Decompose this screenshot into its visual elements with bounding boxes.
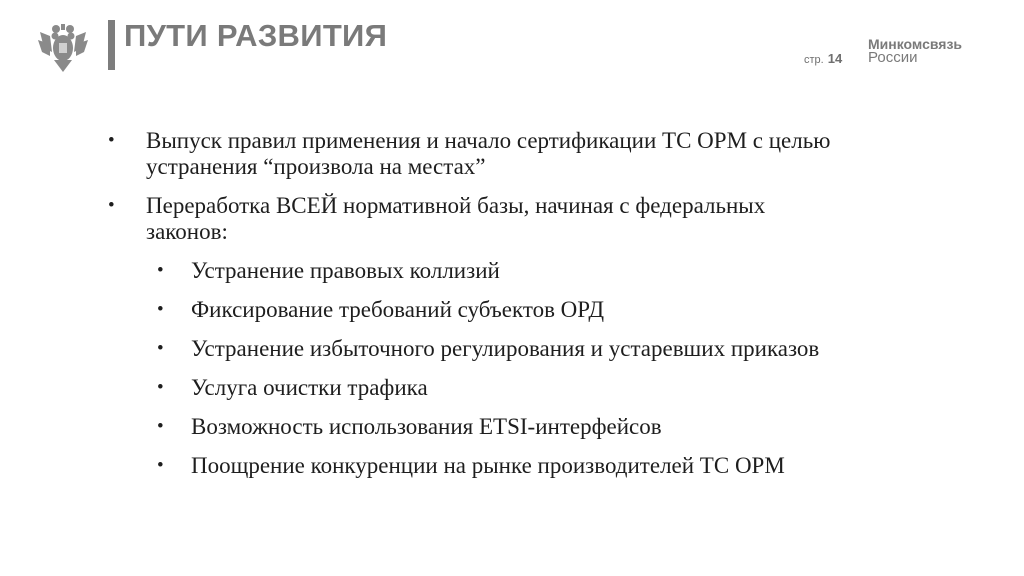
page-number <box>804 50 842 68</box>
sub-bullet-item <box>108 453 988 479</box>
title-accent-bar <box>108 20 115 70</box>
sub-bullet-item <box>108 297 988 323</box>
sub-bullet-text: Устранение избыточного регулирования и устаревших приказов <box>191 336 820 361</box>
sub-bullet-text: Возможность использования ETSI-интерфейсов <box>191 414 662 439</box>
sub-bullet-text: Поощрение конкуренции на рынке производителей ТС ОРМ <box>191 453 785 478</box>
slide-content <box>108 128 988 492</box>
sub-bullet-text: Устранение правовых коллизий <box>191 258 500 283</box>
sub-bullet-item <box>108 414 988 440</box>
bullet-item <box>108 128 988 180</box>
slide-title: ПУТИ РАЗВИТИЯ <box>124 18 388 53</box>
sub-bullet-text: Услуга очистки трафика <box>191 375 428 400</box>
bullet-dot-icon: • <box>108 195 115 216</box>
bullet-dot-icon: • <box>108 130 115 151</box>
ministry-logo-line2: России <box>868 49 918 66</box>
bullet-item <box>108 193 988 245</box>
sub-bullet-item <box>108 336 988 362</box>
sub-bullet-item <box>108 258 988 284</box>
ministry-logo-line1: Минкомсвязь <box>868 36 963 52</box>
bullet-dot-icon: • <box>157 377 164 398</box>
bullet-dot-icon: • <box>157 416 164 437</box>
page-number-value: 14 <box>827 51 843 66</box>
bullet-text-line: Выпуск правил применения и начало сертификации ТС ОРМ с целью <box>146 128 831 153</box>
page-prefix: стр. <box>804 54 824 66</box>
sub-bullet-item <box>108 375 988 401</box>
russian-eagle-emblem-icon <box>36 22 90 74</box>
bullet-dot-icon: • <box>157 338 164 359</box>
bullet-text-line: устранения “произвола на местах” <box>146 154 486 179</box>
bullet-text-line: законов: <box>146 219 228 244</box>
bullet-dot-icon: • <box>157 299 164 320</box>
bullet-dot-icon: • <box>157 260 164 281</box>
ministry-logo <box>868 37 962 65</box>
bullet-text-line: Переработка ВСЕЙ нормативной базы, начиная с федеральных <box>146 193 766 218</box>
sub-bullet-text: Фиксирование требований субъектов ОРД <box>191 297 605 322</box>
bullet-dot-icon: • <box>157 455 164 476</box>
